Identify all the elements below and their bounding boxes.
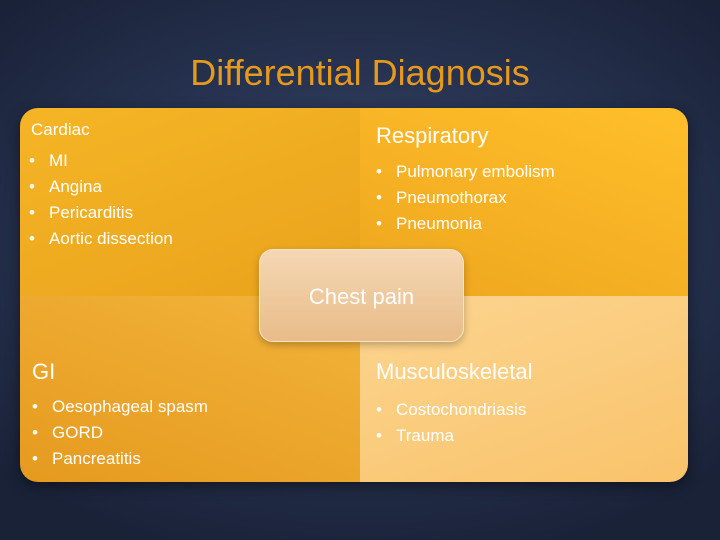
list-item: • Costochondriasis <box>376 397 526 423</box>
center-label: Chest pain <box>308 284 415 309</box>
quadrant-title-respiratory: Respiratory <box>376 123 489 148</box>
list-item: • Pneumonia <box>376 211 555 237</box>
list-item: • MI <box>29 148 173 174</box>
list-item: • Pancreatitis <box>32 446 208 472</box>
list-item: • Angina <box>29 174 173 200</box>
list-cardiac <box>29 148 173 252</box>
quadrant-title-cardiac: Cardiac <box>31 120 90 139</box>
list-item: • Pericarditis <box>29 200 173 226</box>
list-respiratory <box>376 159 555 237</box>
slide-title: Differential Diagnosis <box>190 52 530 93</box>
quadrant-title-musculoskeletal: Musculoskeletal <box>376 359 533 384</box>
list-gi <box>32 394 208 472</box>
list-item: • Aortic dissection <box>29 226 173 252</box>
list-item: • GORD <box>32 420 208 446</box>
list-item: • Oesophageal spasm <box>32 394 208 420</box>
list-musculoskeletal <box>376 397 526 449</box>
list-item: • Pneumothorax <box>376 185 555 211</box>
center-box <box>259 249 464 342</box>
quadrant-title-gi: GI <box>32 359 56 384</box>
list-item: • Trauma <box>376 423 526 449</box>
list-item: • Pulmonary embolism <box>376 159 555 185</box>
